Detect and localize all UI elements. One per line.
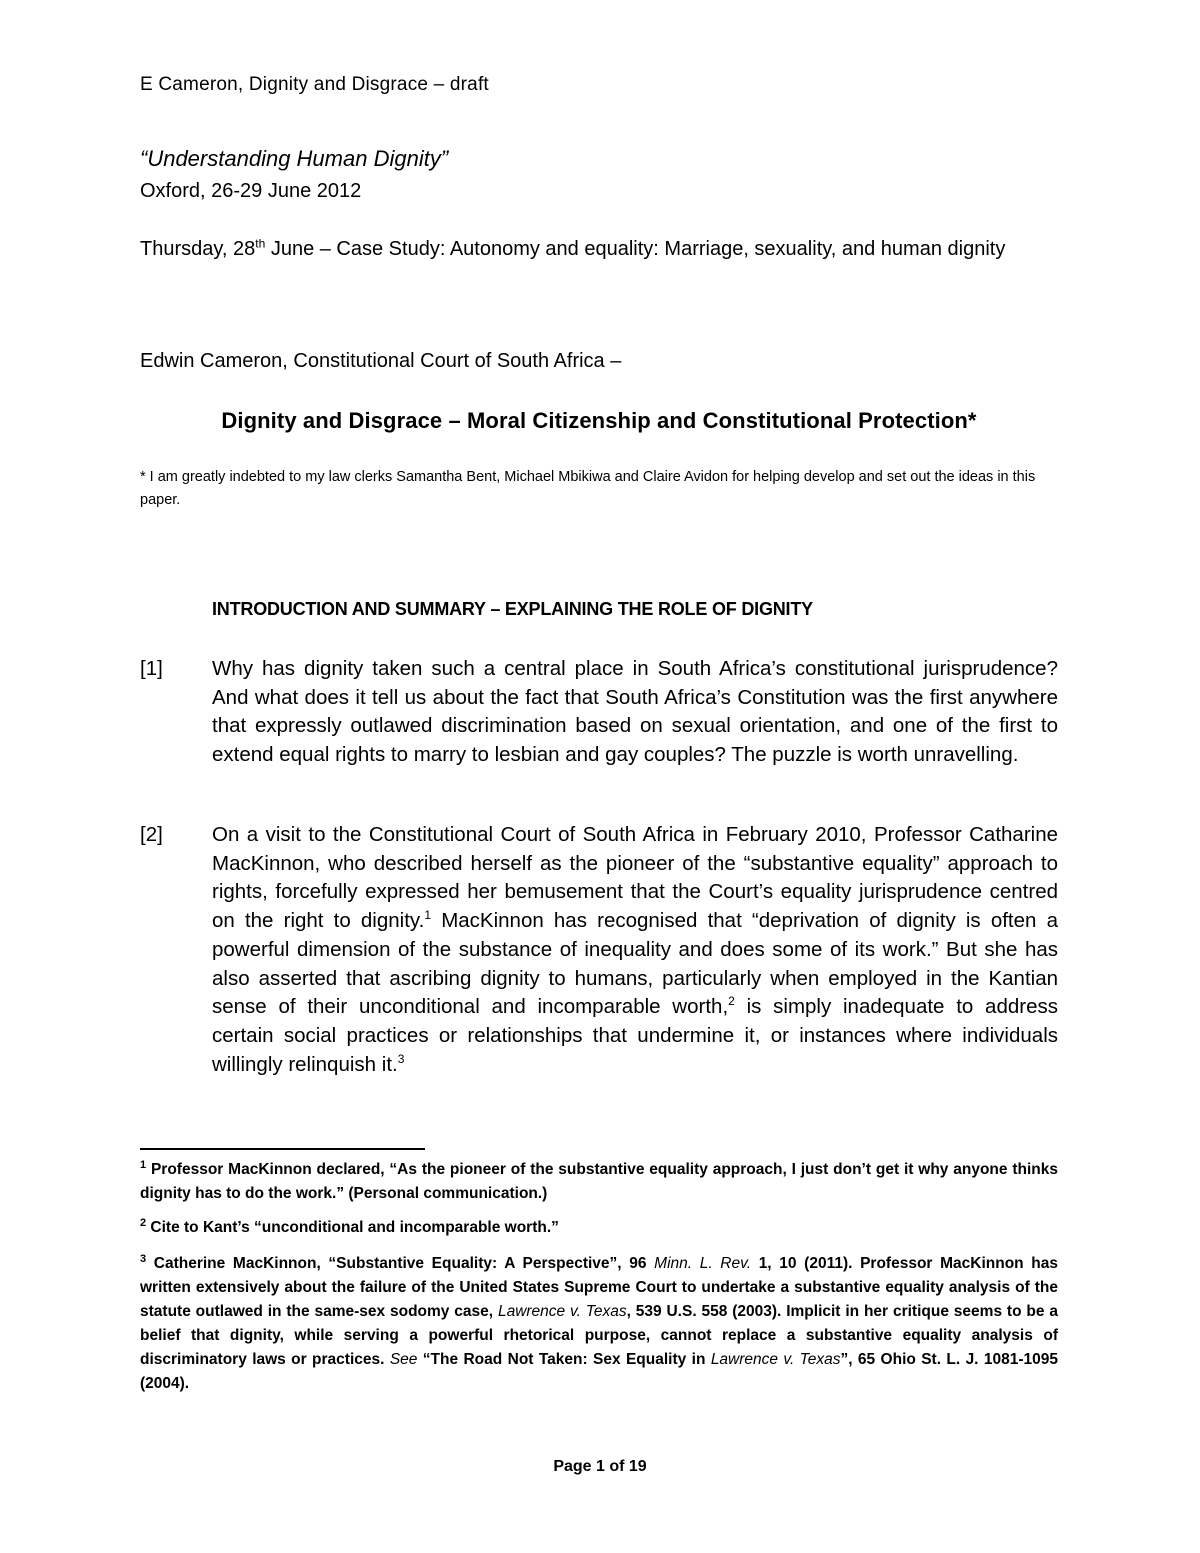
footnote-text-segment: ”, 65 Ohio St. L. J. 1081-1095 (2004). [140,1351,1058,1392]
footnote-case-name-italic: Lawrence v. Texas [497,1303,627,1320]
footnote-ref-2[interactable]: 2 [728,994,735,1009]
footnote-text-segment: , 539 U.S. 558 (2003). Implicit in her critique seems to be a belief that dignity, while serving a powerful rhetorical purpose, cannot replace a substantive equality analysis of discriminatory laws or practices. [140,1303,1058,1368]
paragraph-text-segment: is simply inadequate to address certain social practices or relationships that undermine it, or instances where individuals willingly relinquish it. [212,995,1058,1076]
paragraph-text-segment: On a visit to the Constitutional Court of South Africa in February 2010, Professor Catharine MacKinnon, who described herself as the pioneer of the “substantive equality” approach to rights, forcefully expressed her bemusement that the Court’s equality jurisprudence centred on the right to dignity. [212,823,1058,933]
footnote-text: Cite to Kant’s “unconditional and incomparable worth.” [146,1219,559,1236]
footnote-ref-3[interactable]: 3 [397,1051,405,1066]
page-number-footer: Page 1 of 19 [553,1458,647,1475]
footnote-1 [140,1158,1058,1206]
footnote-text: Professor MacKinnon declared, “As the pioneer of the substantive equality approach, I just don’t get it why anyone thinks dignity has to do the work.” (Personal communication.) [140,1161,1058,1202]
footnote-ref-1[interactable]: 1 [424,908,432,923]
paragraph-text-segment: MacKinnon has recognised that “deprivation of dignity is often a powerful dimension of the substance of inequality and does some of its work.” But she has also asserted that ascribing dignity to humans, particularly when employed in the Kantian sense of their unconditional and incomparable worth, [212,909,1058,1019]
footnote-case-name-italic: Lawrence v. Texas [710,1351,841,1368]
footnote-marker: 2 [140,1216,147,1229]
paragraph-2 [140,821,1058,1079]
paragraph-text: Why has dignity taken such a central place in South Africa’s constitutional jurisprudence? And what does it tell us about the fact that South Africa’s Constitution was the first anywhere that expressly outlawed discrimination based on sexual orientation, and one of the first to extend equal rights to marry to lesbian and gay couples? The puzzle is worth unravelling. [212,657,1058,767]
section-heading: INTRODUCTION AND SUMMARY – EXPLAINING THE ROLE OF DIGNITY [212,599,813,619]
footnote-marker: 3 [140,1252,147,1265]
footnote-marker: 1 [140,1158,147,1171]
session-text-1: Thursday, 28 [140,238,256,260]
author-line: Edwin Cameron, Constitutional Court of South Africa – [140,350,622,372]
footnote-citation-italic: Minn. L. Rev. [654,1255,752,1272]
paragraph-text [212,821,1058,1079]
session-text-2: June – Case Study: Autonomy and equality: Marriage, sexuality, and human dignity [265,238,1006,260]
session-ordinal: th [255,236,266,251]
acknowledgement-note: * I am greatly indebted to my law clerks Samantha Bent, Michael Mbikiwa and Claire Avidon for helping develop and set out the ideas in this paper. [140,469,1036,508]
paper-title: Dignity and Disgrace – Moral Citizenship and Constitutional Protection* [221,408,977,433]
session-line [140,234,1058,264]
paragraph-1 [140,655,1058,770]
paragraph-number: [1] [140,657,163,680]
footnote-3 [140,1252,1058,1396]
running-header: E Cameron, Dignity and Disgrace – draft [140,74,489,95]
footnote-text-segment: 1, 10 (2011). Professor MacKinnon has written extensively about the failure of the United States Supreme Court to undertake a substantive equality analysis of the statute outlawed in the same-sex sodomy case, [140,1255,1059,1320]
footnote-separator [140,1148,425,1150]
paragraph-number: [2] [140,823,163,846]
footnote-signal-italic: See [389,1351,418,1368]
footnote-2 [140,1216,1058,1240]
footnote-text-segment: “The Road Not Taken: Sex Equality in [417,1351,711,1368]
footnote-text-segment: Catherine MacKinnon, “Substantive Equality: A Perspective”, 96 [146,1255,655,1272]
conference-place-date: Oxford, 26-29 June 2012 [140,180,362,202]
conference-title: “Understanding Human Dignity” [140,146,449,171]
